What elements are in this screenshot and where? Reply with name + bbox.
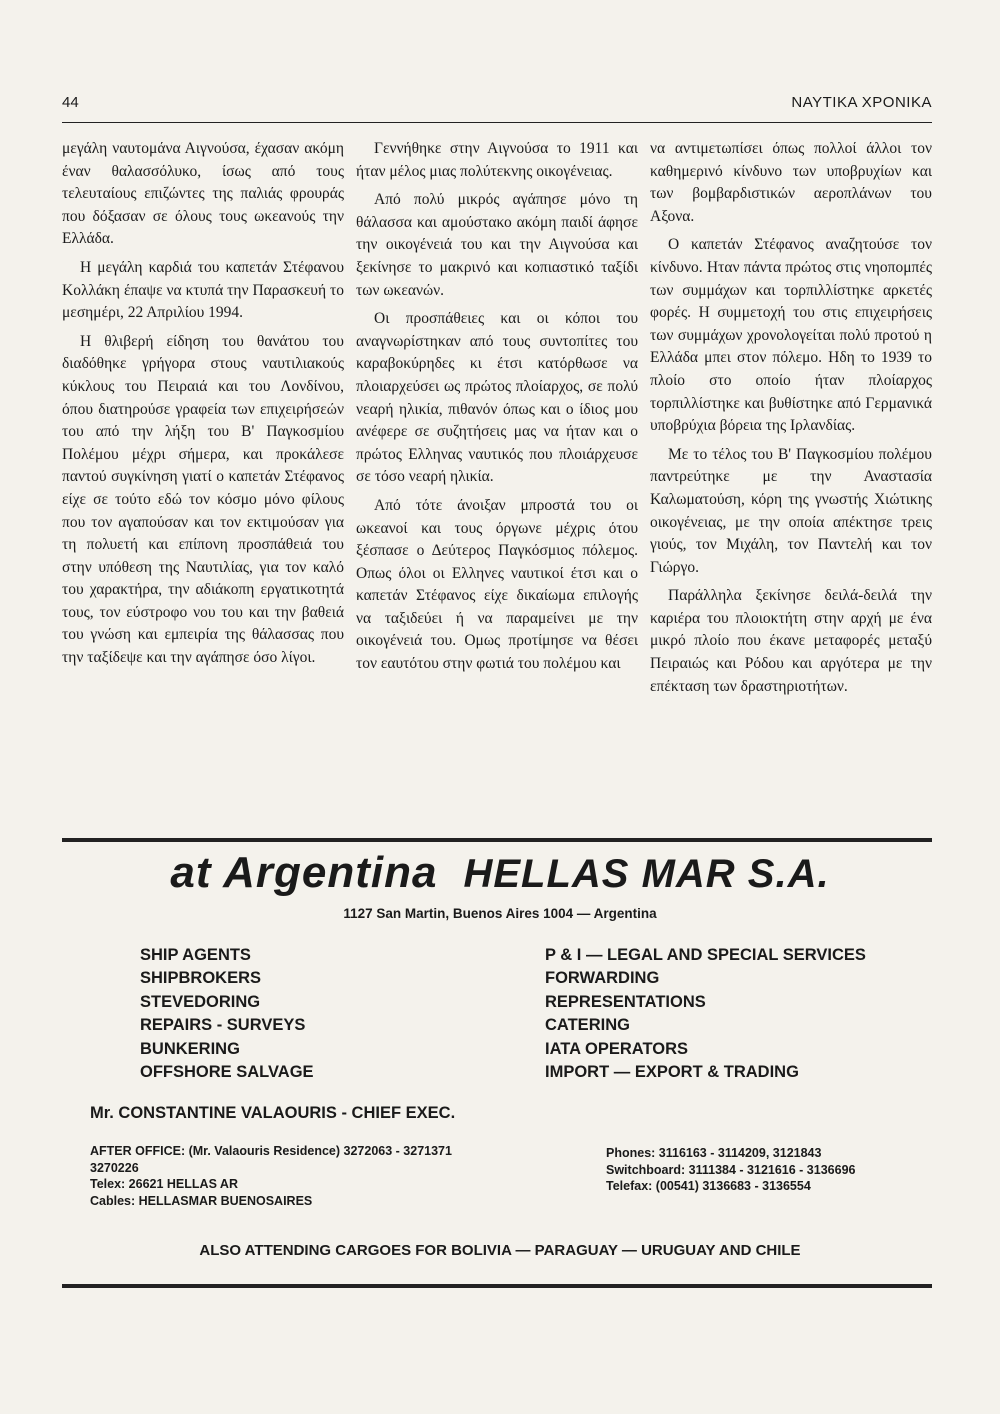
- services-list-right: [545, 944, 866, 1084]
- paragraph: να αντιμετωπίσει όπως πολλοί άλλοι τον καθημερινό κίνδυνο των υποβρυχίων και των βομβαρδιστικών αεροπλάνων του Αξονα.: [650, 140, 932, 225]
- service-item: FORWARDING: [545, 969, 660, 988]
- contact-block-left: [90, 1143, 530, 1209]
- service-item: IMPORT — EXPORT & TRADING: [545, 1063, 799, 1082]
- service-item: SHIPBROKERS: [140, 969, 262, 988]
- ad-address: 1127 San Martin, Buenos Aires 1004 — Argentina: [343, 906, 657, 921]
- cables-line: Cables: HELLASMAR BUENOSAIRES: [90, 1193, 313, 1208]
- service-item: STEVEDORING: [140, 992, 261, 1011]
- chief-executive: Mr. CONSTANTINE VALAOURIS - CHIEF EXEC.: [90, 1104, 456, 1122]
- publication-title: ΝΑΥΤΙΚΑ ΧΡΟΝΙΚΑ: [791, 94, 932, 111]
- paragraph: μεγάλη ναυτομάνα Αιγνούσα, έχασαν ακόμη έναν θαλασσόλυκο, ίσως από τους τελευταίους επιζώντες της παλιάς φρουράς που δόξασαν σε όλους τους ωκεανούς την Ελλάδα.: [62, 140, 344, 248]
- header-rule: [62, 122, 932, 123]
- service-item: REPRESENTATIONS: [545, 992, 706, 1011]
- article-column-1: [62, 138, 344, 818]
- services-list-left: [140, 944, 314, 1084]
- service-item: SHIP AGENTS: [140, 946, 251, 964]
- ad-company-name: HELLAS MAR S.A.: [463, 852, 830, 896]
- after-office-line: AFTER OFFICE: (Mr. Valaouris Residence) 3272063 - 3271371: [90, 1144, 452, 1158]
- after-office-line: 3270226: [90, 1160, 139, 1175]
- telex-line: Telex: 26621 HELLAS AR: [90, 1177, 238, 1191]
- article-column-2: [356, 138, 638, 818]
- ad-top-rule: [62, 838, 932, 842]
- page-number: 44: [62, 94, 79, 111]
- ad-footer-line: ALSO ATTENDING CARGOES FOR BOLIVIA — PARAGUAY — URUGUAY AND CHILE: [199, 1242, 801, 1259]
- paragraph: Η θλιβερή είδηση του θανάτου του διαδόθηκε γρήγορα στους ναυτιλιακούς κύκλους του Πειραιά και του Λονδίνου, όπου διατηρούσε γραφεία των επιχειρήσεών του από την λήξη του Β' Παγκοσμίου Πολέμου μέχρι σήμερα, και προκάλεσε παντού συγκίνηση γιατί ο καπετάν Στέφανος είχε σε τούτο εδώ τον κόσμο μόνο φίλους που τον αγαπούσαν και τον εκτιμούσαν για τη πολυετή και επίπονη προσπάθειά του στην υπόθεση της Ναυτιλίας, για τον καλό του χαρακτήρα, την αδιάκοπη εργατικοτητά τους, τον εύστροφο νου του και την βαθειά του γνώση και εμπειρία της θάλασσας που την ταξίδεψε και την αγάπησε όσο λίγοι.: [62, 332, 344, 667]
- paragraph: Από τότε άνοιξαν μπροστά του οι ωκεανοί και τους όργωνε μέχρις ότου ξέσπασε ο Δεύτερος Παγκόσμιος πόλεμος. Οπως όλοι οι Ελληνες ναυτικοί έτσι και ο καπετάν Στέφανος είχε δικαίωμα επιλογής να ταξιδεύει ή να παραμείνει με την οικογένειά του. Ομως προτίμησε να θέσει τον εαυτότου στην φωτιά του πολέμου και: [356, 496, 638, 673]
- switchboard-line: Switchboard: 3111384 - 3121616 - 3136696: [606, 1162, 856, 1177]
- ad-headline-location: at Argentina: [170, 848, 438, 897]
- service-item: BUNKERING: [140, 1039, 240, 1058]
- paragraph: Με το τέλος του Β' Παγκοσμίου πολέμου παντρεύτηκε με την Αναστασία Καλωματούση, κόρη της γνωστής Χιώτικης οικογένειας, με την οποία απέκτησε τρεις γιούς, τον Μιχάλη, τον Παντελή και τον Γιώργο.: [650, 445, 932, 576]
- paragraph: Παράλληλα ξεκίνησε δειλά-δειλά την καριέρα του πλοιοκτήτη στην αρχή με ένα μικρό πλοίο που έκανε μεταφορές μεταξύ Πειραιώς και Ρόδου και αργότερα με την επέκταση των δραστηριοτήτων.: [650, 587, 932, 695]
- telefax-line: Telefax: (00541) 3136683 - 3136554: [606, 1179, 811, 1193]
- ad-headline: [60, 848, 940, 898]
- service-item: OFFSHORE SALVAGE: [140, 1063, 314, 1082]
- ad-bottom-rule: [62, 1284, 932, 1288]
- paragraph: Η μεγάλη καρδιά του καπετάν Στέφανου Κολλάκη έπαψε να κτυπά την Παρασκευή το μεσημέρι, 22 Απριλίου 1994.: [62, 258, 344, 322]
- service-item: IATA OPERATORS: [545, 1039, 689, 1058]
- service-item: CATERING: [545, 1016, 630, 1035]
- phones-line: Phones: 3116163 - 3114209, 3121843: [606, 1146, 822, 1160]
- paragraph: Από πολύ μικρός αγάπησε μόνο τη θάλασσα και αμούστακο ακόμη παιδί άφησε την οικογένειά του και την Αιγνούσα και ξεκίνησε το μακρινό και κοπιαστικό ταξίδι των ωκεανών.: [356, 191, 638, 299]
- page-header: [62, 94, 932, 118]
- article-column-3: [650, 138, 932, 818]
- contact-block-right: [606, 1145, 926, 1195]
- service-item: P & I — LEGAL AND SPECIAL SERVICES: [545, 946, 866, 964]
- paragraph: Ο καπετάν Στέφανος αναζητούσε τον κίνδυνο. Ηταν πάντα πρώτος στις νηοπομπές των συμμάχων και τορπιλλίστηκε αρκετές φορές. Η συμμετοχή του στις επιχειρήσεις των συμμάχων χρονολογείται πολύ προτού η Ελλάδα μπει στον πόλεμο. Ηδη το 1939 το πλοίο στο οποίο ήταν πλοίαρχος τορπιλλίστηκε και βυθίστηκε από Γερμανικά υποβρύχια βόρεια της Ιρλανδίας.: [650, 236, 932, 435]
- paragraph: Οι προσπάθειες και οι κόποι του αναγνωρίστηκαν από τους συντοπίτες του καραβοκύρηδες κι έτσι κατόρθωσε να πλοιαρχεύσει ως πρώτος πλοίαρχος, σε πολύ νεαρή ηλικία, πιθανόν όπως και ο ίδιος μου ανέφερε σε συζητήσεις μας να ήταν και ο πρώτος Ελληνας ναυτικός που πλοιάρχευσε σε τόσο νεαρή ηλικία.: [356, 310, 638, 486]
- service-item: REPAIRS - SURVEYS: [140, 1016, 306, 1035]
- paragraph: Γεννήθηκε στην Αιγνούσα το 1911 και ήταν μέλος μιας πολύτεκνης οικογένειας.: [356, 140, 638, 180]
- article-columns: [62, 138, 932, 818]
